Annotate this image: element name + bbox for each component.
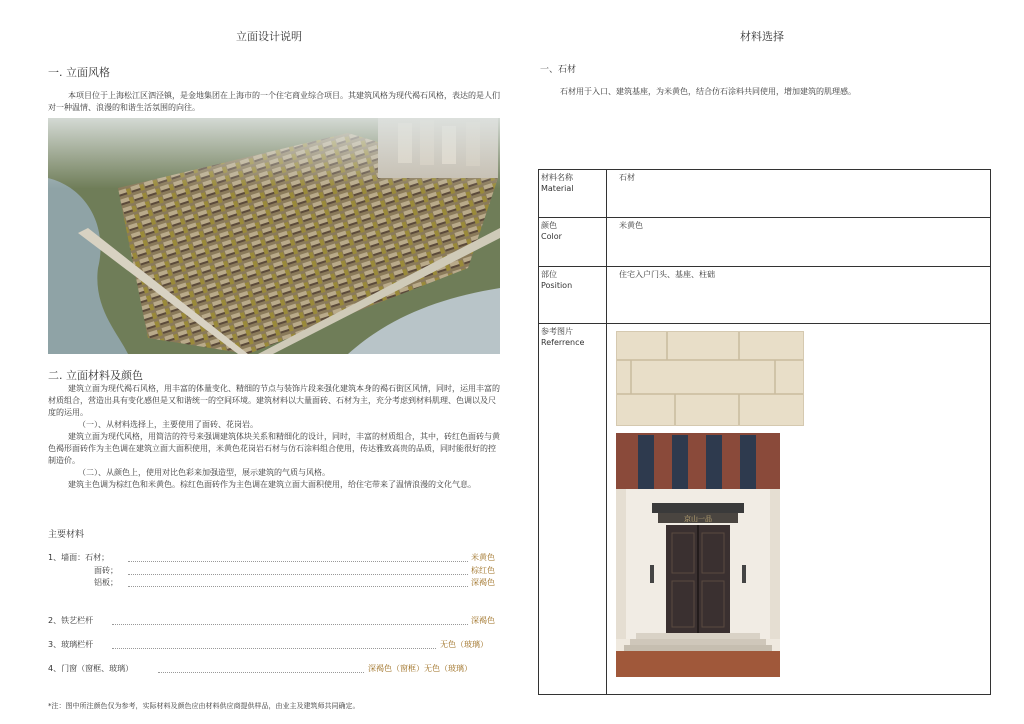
right-page-title: 材料选择	[740, 30, 784, 43]
stone-sample-drawing	[617, 332, 803, 425]
table-label-cell	[539, 324, 607, 695]
section-style-paragraph: 本项目位于上海松江区泗泾镇，是金地集团在上海市的一个住宅商业综合项目。其建筑风格为现代褐石风格，表达的是人们对一种温情、浪漫的和谐生活氛围的向往。	[48, 91, 500, 112]
material-wall-aluminum-label: 铝板；	[94, 578, 118, 587]
material-paragraph-5: 建筑主色调为棕红色和米黄色。棕红色面砖作为主色调在建筑立面大面积使用，给住宅带来了温情浪漫的文化气息。	[68, 480, 476, 489]
label-position-en: Position	[541, 281, 573, 290]
material-wall-stone-label: 1、墙面：石材；	[48, 553, 110, 562]
material-paragraph-4: （二）、从颜色上，使用对比色彩来加强造型，展示建筑的气质与风格。	[78, 468, 330, 477]
entrance-door-image	[616, 433, 780, 677]
aerial-rendering-image	[48, 118, 500, 354]
material-wall-tile-label: 面砖；	[94, 566, 118, 575]
material-wall-stone-color: 米黄色	[471, 553, 495, 562]
section-style-heading: 一. 立面风格	[48, 66, 110, 79]
material-wall-aluminum-color: 深褐色	[471, 578, 495, 587]
section-material-body	[48, 383, 500, 491]
material-glass-railing-label: 3、玻璃栏杆	[48, 640, 94, 649]
leader-dots	[128, 561, 468, 562]
material-paragraph-2: （一）、从材料选择上，主要使用了面砖、花岗岩。	[78, 420, 258, 429]
door-sign-text: 京山一品	[684, 515, 712, 523]
table-row	[539, 218, 991, 267]
table-value-cell: 米黄色	[607, 218, 991, 267]
stone-section-heading: 一、石材	[540, 65, 577, 75]
label-material-cn: 材料名称	[541, 173, 573, 182]
entrance-door-drawing	[616, 433, 780, 677]
label-reference-en: Referrence	[541, 338, 585, 347]
table-value-cell: 住宅入户门头、基座、柱础	[607, 267, 991, 324]
label-color-en: Color	[541, 232, 562, 241]
material-paragraph-1: 建筑立面为现代褐石风格，用丰富的体量变化、精细的节点与装饰片段来强化建筑本身的褐石街区风情，同时，运用丰富的材质组合，营造出具有变化感但是又和谐统一的空间环境。建筑材料以大量面砖、石材为主，充分考虑到材料肌理、色调以及尺度的运用。	[48, 384, 500, 417]
main-materials-heading: 主要材料	[48, 530, 85, 540]
stone-sample-image	[616, 331, 804, 426]
table-label-cell	[539, 170, 607, 218]
aerial-rendering-drawing	[48, 118, 500, 354]
material-windows-doors-label: 4、门窗（窗框、玻璃）	[48, 664, 134, 673]
table-label-cell	[539, 267, 607, 324]
material-iron-railing-color: 深褐色	[471, 616, 495, 625]
material-glass-railing-color: 无色（玻璃）	[440, 640, 488, 649]
leader-dots	[112, 624, 468, 625]
label-color-cn: 颜色	[541, 221, 557, 230]
leader-dots	[128, 586, 468, 587]
stone-section-paragraph: 石材用于入口、建筑基座，为米黄色，结合仿石涂料共同使用，增加建筑的肌理感。	[560, 87, 856, 96]
table-label-cell	[539, 218, 607, 267]
label-material-en: Material	[541, 184, 574, 193]
leader-dots	[158, 672, 364, 673]
material-windows-doors-color: 深褐色（窗框）无色（玻璃）	[368, 664, 472, 673]
material-paragraph-3: 建筑立面为现代风格，用简洁的符号来强调建筑体块关系和精细化的设计，同时，丰富的材质组合，其中，砖红色面砖与黄色褐形面砖作为主色调在建筑立面大面积使用，米黄色花岗岩石材与仿石涂料组合使用，传达雅致高贵的品质，同时能很好的控制造价。	[48, 432, 500, 465]
table-value-cell: 石材	[607, 170, 991, 218]
leader-dots	[128, 574, 468, 575]
material-iron-railing-label: 2、铁艺栏杆	[48, 616, 94, 625]
section-material-heading: 二. 立面材料及颜色	[48, 369, 143, 382]
leader-dots	[112, 648, 436, 649]
table-row	[539, 267, 991, 324]
material-wall-tile-color: 棕红色	[471, 566, 495, 575]
table-row	[539, 170, 991, 218]
label-position-cn: 部位	[541, 270, 557, 279]
left-page-title: 立面设计说明	[236, 30, 302, 43]
footnote: *注：图中所注颜色仅为参考，实际材料及颜色应由材料供应商提供样品，由业主及建筑师共同确定。	[48, 702, 360, 710]
label-reference-cn: 参考图片	[541, 327, 573, 336]
